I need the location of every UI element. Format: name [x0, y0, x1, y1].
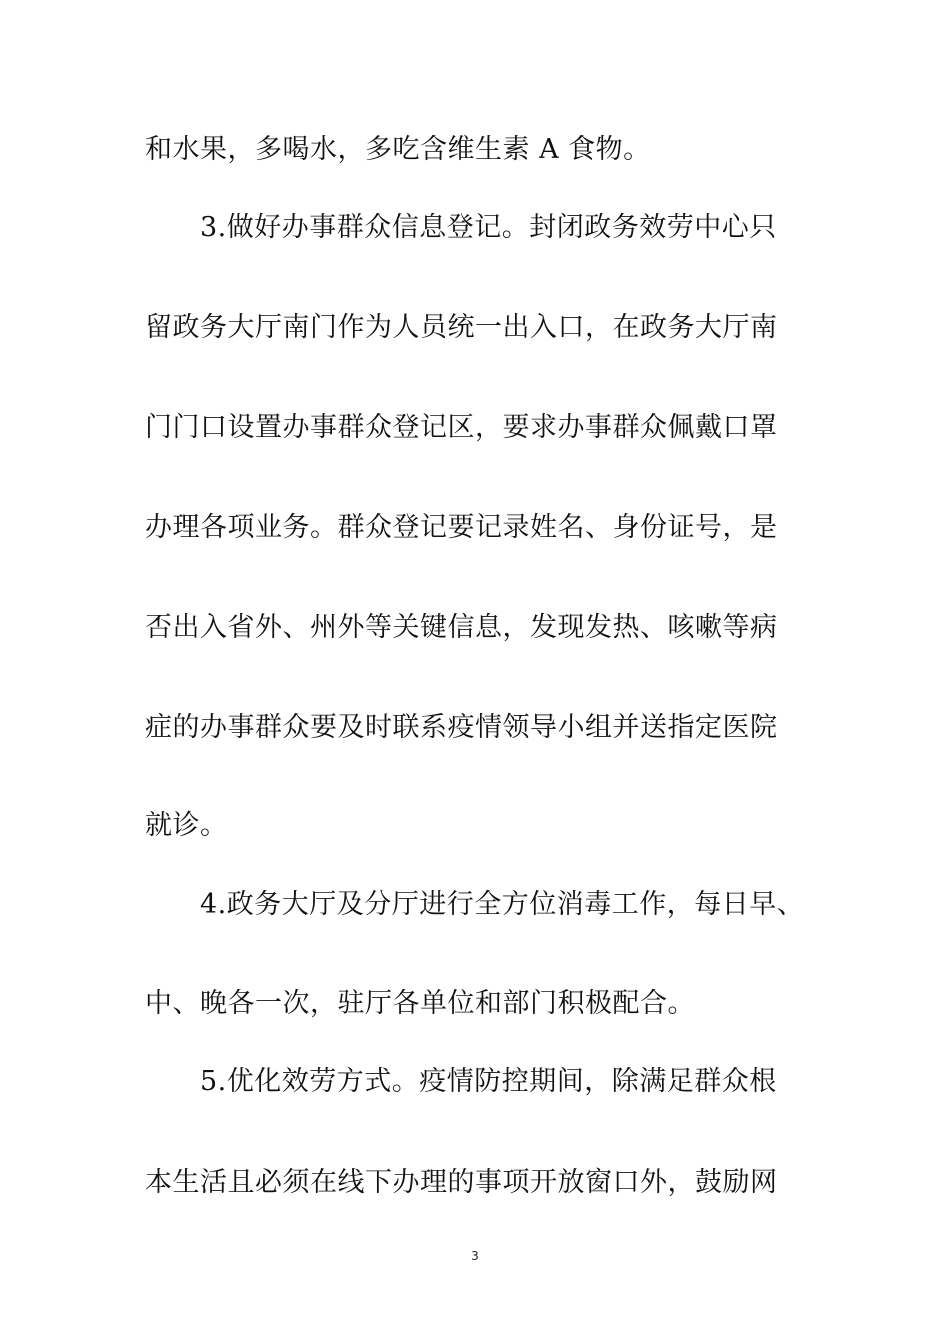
text-line: 和水果，多喝水，多吃含维生素 A 食物。 [145, 134, 651, 165]
page-number: 3 [471, 1249, 479, 1263]
text-line: 中、晚各一次，驻厅各单位和部门积极配合。 [145, 988, 695, 1019]
text-line: 3.做好办事群众信息登记。封闭政务效劳中心只 [200, 212, 777, 243]
text-line: 办理各项业务。群众登记要记录姓名、身份证号，是 [145, 512, 778, 543]
text-line: 门门口设置办事群众登记区，要求办事群众佩戴口罩 [145, 412, 778, 443]
text-line: 留政务大厅南门作为人员统一出入口，在政务大厅南 [145, 312, 778, 343]
text-line: 4.政务大厅及分厅进行全方位消毒工作，每日早、 [200, 889, 805, 920]
text-line: 5.优化效劳方式。疫情防控期间，除满足群众根 [200, 1066, 777, 1097]
text-line: 症的办事群众要及时联系疫情领导小组并送指定医院 [145, 712, 778, 743]
text-line: 否出入省外、州外等关键信息，发现发热、咳嗽等病 [145, 612, 778, 643]
text-line: 本生活且必须在线下办理的事项开放窗口外，鼓励网 [145, 1167, 778, 1198]
text-line: 就诊。 [145, 810, 228, 841]
